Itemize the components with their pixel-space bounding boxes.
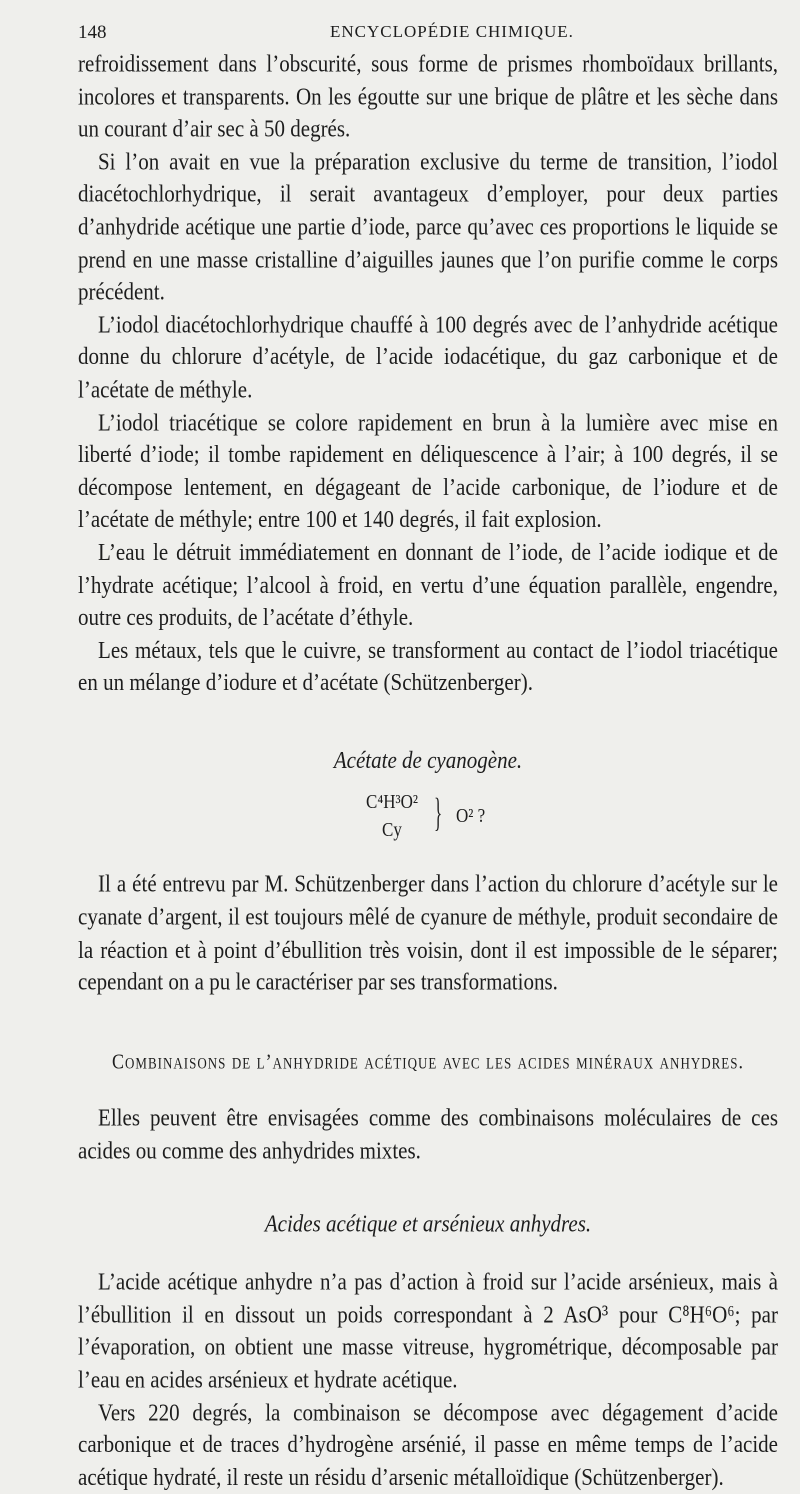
section-heading-arsenieux: Acides acétique et arsénieux anhydres.: [264, 1208, 592, 1237]
formula-bottom: Cy: [382, 819, 402, 842]
running-head: ENCYCLOPÉDIE CHIMIQUE.: [330, 22, 574, 41]
paragraph: Les métaux, tels que le cuivre, se transforment au contact de l’iodol triacétique en un mélange d’iodure et d’acétate (Schützenberger).: [78, 635, 778, 697]
paragraph: L’acide acétique anhydre n’a pas d’action à froid sur l’acide arsénieux, mais à l’ébullition il en dissout un poids correspondant à 2 AsO³ pour C⁸H⁶O⁶; par l’évaporation, on obtient une masse vitreuse, hygrométrique, décomposable par l’eau en acides arsénieux et hydrate acétique.: [78, 1267, 778, 1394]
paragraph: Si l’on avait en vue la préparation exclusive du terme de transition, l’iodol diacétochlorhydrique, il serait avantageux d’employer, pour deux parties d’anhydride acétique une partie d’iode, parce qu’avec ces proportions le liquide se prend en une masse cristalline d’aiguilles jaunes que l’on purifie comme le corps précédent.: [78, 146, 778, 306]
formula-top: C⁴H³O²: [366, 790, 419, 814]
chemical-formula: [78, 786, 778, 847]
section-heading-cyanogene: Acétate de cyanogène.: [333, 745, 523, 774]
paragraph: Vers 220 degrés, la combinaison se décompose avec dégagement d’acide carbonique et de traces d’hydrogène arsénié, il passe en même temps de l’acide acétique hydraté, il reste un résidu d’arsenic métalloïdique (Schützenberger).: [78, 1397, 778, 1491]
page-body: [78, 48, 778, 1494]
formula-brace: }: [434, 791, 443, 836]
page-number: 148: [78, 22, 107, 43]
paragraph: Elles peuvent être envisagées comme des combinaisons moléculaires de ces acides ou comme des anhydrides mixtes.: [78, 1103, 778, 1165]
formula-right: O² ?: [456, 804, 486, 828]
paragraph: L’eau le détruit immédiatement en donnant de l’iode, de l’acide iodique et de l’hydrate acétique; l’alcool à froid, en vertu d’une équation parallèle, engendre, outre ces produits, de l’acétate d’éthyle.: [78, 537, 778, 632]
paragraph: L’iodol diacétochlorhydrique chauffé à 100 degrés avec de l’anhydride acétique donne du chlorure d’acétyle, de l’acide iodacétique, du gaz carbonique et de l’acétate de méthyle.: [78, 309, 778, 404]
paragraph: Il a été entrevu par M. Schützenberger dans l’action du chlorure d’acétyle sur le cyanate d’argent, il est toujours mêlé de cyanure de méthyle, produit secondaire de la réaction et à point d’ébullition très voisin, dont il est impossible de le séparer; cependant on a pu le caractériser par ses transformations.: [78, 869, 778, 996]
page-header: [78, 20, 778, 48]
paragraph: L’iodol triacétique se colore rapidement en brun à la lumière avec mise en liberté d’iode; il tombe rapidement en déliquescence à l’air; à 100 degrés, il se décompose lentement, en dégageant de l’acide carbonique, de l’iodure et de l’acétate de méthyle; entre 100 et 140 degrés, il fait explosion.: [78, 407, 778, 534]
paragraph: refroidissement dans l’obscurité, sous forme de prismes rhomboïdaux brillants, incolores et transparents. On les égoutte sur une brique de plâtre et les sèche dans un courant d’air sec à 50 degrés.: [78, 49, 778, 143]
section-heading-combinaisons: Combinaisons de l’anhydride acétique avec les acides minéraux anhydres.: [112, 1049, 744, 1074]
